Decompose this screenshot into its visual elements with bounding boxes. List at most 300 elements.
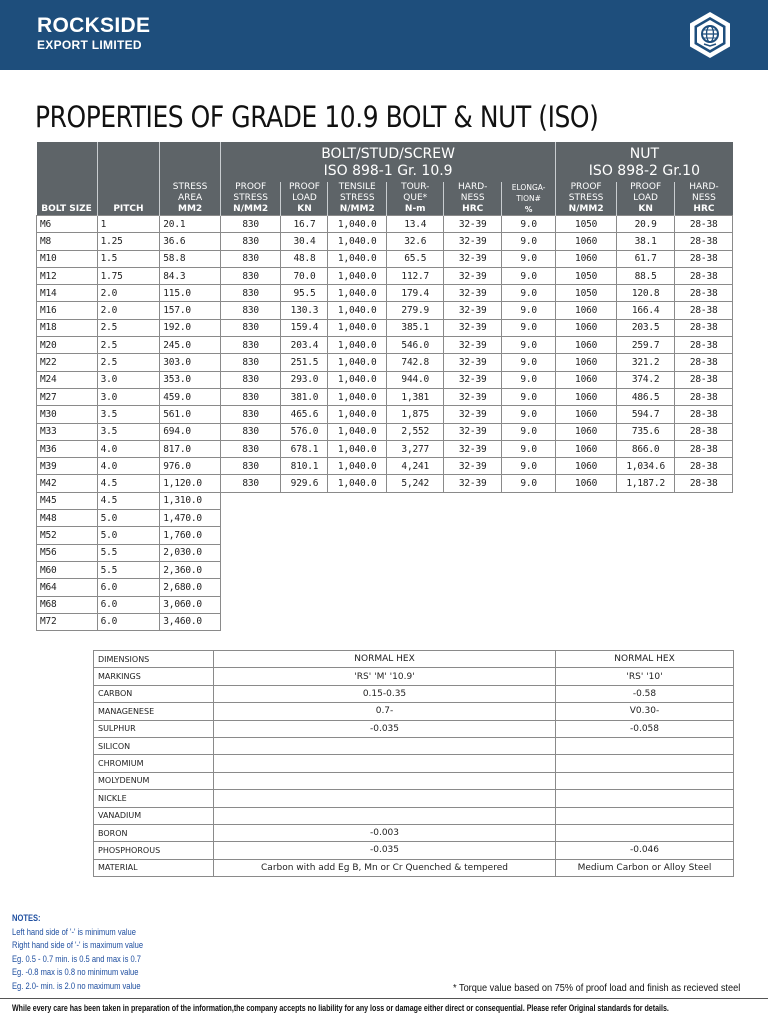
table-cell: 1,381 <box>387 388 444 405</box>
header-bolt-proof-stress: PROOF STRESS N/MM2 <box>220 182 281 216</box>
table-cell: 88.5 <box>616 267 675 284</box>
table-cell: 32-39 <box>444 302 501 319</box>
empty-cell <box>444 596 501 613</box>
table-cell: 28-38 <box>675 423 733 440</box>
table-cell: 120.8 <box>616 285 675 302</box>
table-cell: 830 <box>220 337 281 354</box>
property-row <box>94 668 734 685</box>
table-cell: 61.7 <box>616 250 675 267</box>
table-cell: M60 <box>37 561 98 578</box>
table-row <box>37 596 733 613</box>
table-cell: 1,040.0 <box>328 250 387 267</box>
property-nut-value: V0.30- <box>556 703 734 720</box>
table-cell: 28-38 <box>675 337 733 354</box>
property-bolt-value <box>214 772 556 789</box>
property-nut-value: Medium Carbon or Alloy Steel <box>556 859 734 876</box>
table-cell: 179.4 <box>387 285 444 302</box>
table-cell: 486.5 <box>616 388 675 405</box>
empty-cell <box>675 579 733 596</box>
table-cell: M6 <box>37 216 98 233</box>
table-cell: M42 <box>37 475 98 492</box>
table-cell: 1,470.0 <box>160 510 221 527</box>
property-row <box>94 824 734 841</box>
table-cell: 830 <box>220 475 281 492</box>
empty-cell <box>387 544 444 561</box>
property-row <box>94 703 734 720</box>
property-bolt-value: -0.035 <box>214 720 556 737</box>
table-cell: M72 <box>37 613 98 630</box>
notes-title: NOTES: <box>12 913 41 923</box>
empty-cell <box>220 579 281 596</box>
property-row <box>94 755 734 772</box>
table-cell: 1050 <box>556 267 617 284</box>
empty-cell <box>616 561 675 578</box>
empty-cell <box>501 561 555 578</box>
empty-cell <box>556 510 617 527</box>
empty-cell <box>675 492 733 509</box>
table-cell: 2,680.0 <box>160 579 221 596</box>
empty-cell <box>387 561 444 578</box>
note-line: Eg. 0.5 - 0.7 min. is 0.5 and max is 0.7 <box>12 953 142 964</box>
header-pitch: PITCH <box>97 142 160 216</box>
empty-cell <box>616 613 675 630</box>
table-row <box>37 354 733 371</box>
empty-cell <box>281 510 328 527</box>
table-cell: 1,040.0 <box>328 475 387 492</box>
table-cell: 2.5 <box>97 337 160 354</box>
table-cell: 9.0 <box>501 302 555 319</box>
empty-cell <box>220 492 281 509</box>
table-cell: 32-39 <box>444 458 501 475</box>
table-cell: 1060 <box>556 423 617 440</box>
table-cell: 1,040.0 <box>328 233 387 250</box>
table-cell: M16 <box>37 302 98 319</box>
table-cell: 28-38 <box>675 233 733 250</box>
table-cell: 32-39 <box>444 216 501 233</box>
table-cell: 4,241 <box>387 458 444 475</box>
empty-cell <box>501 492 555 509</box>
table-cell: 303.0 <box>160 354 221 371</box>
empty-cell <box>556 527 617 544</box>
table-cell: 1050 <box>556 285 617 302</box>
table-row <box>37 492 733 509</box>
property-nut-value <box>556 790 734 807</box>
empty-cell <box>616 492 675 509</box>
table-cell: 28-38 <box>675 267 733 284</box>
empty-cell <box>675 561 733 578</box>
empty-cell <box>675 544 733 561</box>
table-row <box>37 388 733 405</box>
table-cell: 9.0 <box>501 267 555 284</box>
table-cell: 28-38 <box>675 216 733 233</box>
table-cell: 6.0 <box>97 579 160 596</box>
empty-cell <box>556 613 617 630</box>
table-cell: 1,040.0 <box>328 371 387 388</box>
table-cell: 678.1 <box>281 440 328 457</box>
table-cell: 28-38 <box>675 285 733 302</box>
torque-note: * Torque value based on 75% of proof load and finish as recieved steel <box>453 983 741 994</box>
table-cell: 5.5 <box>97 544 160 561</box>
table-cell: 830 <box>220 216 281 233</box>
property-label: CHROMIUM <box>94 755 214 772</box>
empty-cell <box>501 510 555 527</box>
table-cell: 9.0 <box>501 285 555 302</box>
table-row <box>37 319 733 336</box>
table-cell: 944.0 <box>387 371 444 388</box>
property-row <box>94 685 734 702</box>
property-label: SILICON <box>94 737 214 754</box>
table-cell: 293.0 <box>281 371 328 388</box>
table-cell: 1,040.0 <box>328 285 387 302</box>
table-cell: M48 <box>37 510 98 527</box>
empty-cell <box>501 596 555 613</box>
table-cell: M39 <box>37 458 98 475</box>
table-cell: 9.0 <box>501 250 555 267</box>
property-row <box>94 651 734 668</box>
table-cell: 1060 <box>556 475 617 492</box>
table-row <box>37 250 733 267</box>
material-properties-body <box>94 651 734 877</box>
property-bolt-value: NORMAL HEX <box>214 651 556 668</box>
table-cell: 157.0 <box>160 302 221 319</box>
header-elongation: ELONGA- TION# % <box>501 182 555 216</box>
table-cell: 381.0 <box>281 388 328 405</box>
property-bolt-value: Carbon with add Eg B, Mn or Cr Quenched & tempered <box>214 859 556 876</box>
bolt-nut-properties-table <box>36 142 733 631</box>
table-cell: 1 <box>97 216 160 233</box>
table-cell: 1,040.0 <box>328 440 387 457</box>
table-cell: 32-39 <box>444 233 501 250</box>
header-nut-proof-load: PROOF LOAD KN <box>616 182 675 216</box>
table-cell: 830 <box>220 406 281 423</box>
table-cell: 1060 <box>556 388 617 405</box>
property-label: BORON <box>94 824 214 841</box>
empty-cell <box>501 579 555 596</box>
empty-cell <box>328 492 387 509</box>
table-cell: 2,360.0 <box>160 561 221 578</box>
table-body <box>37 216 733 631</box>
header-bolt-proof-load: PROOF LOAD KN <box>281 182 328 216</box>
empty-cell <box>501 527 555 544</box>
table-cell: 1060 <box>556 233 617 250</box>
table-cell: 245.0 <box>160 337 221 354</box>
table-cell: 1,040.0 <box>328 458 387 475</box>
table-cell: 13.4 <box>387 216 444 233</box>
material-properties-table <box>93 650 734 877</box>
table-cell: 28-38 <box>675 440 733 457</box>
table-cell: 830 <box>220 354 281 371</box>
table-cell: 115.0 <box>160 285 221 302</box>
hexagon-globe-logo-icon <box>685 10 735 60</box>
property-label: NICKLE <box>94 790 214 807</box>
empty-cell <box>220 613 281 630</box>
empty-cell <box>387 527 444 544</box>
table-cell: M30 <box>37 406 98 423</box>
property-row <box>94 720 734 737</box>
property-bolt-value <box>214 790 556 807</box>
table-cell: 1,187.2 <box>616 475 675 492</box>
property-row <box>94 772 734 789</box>
table-cell: 9.0 <box>501 337 555 354</box>
table-cell: 742.8 <box>387 354 444 371</box>
table-cell: 1,040.0 <box>328 423 387 440</box>
table-cell: 32-39 <box>444 250 501 267</box>
empty-cell <box>616 527 675 544</box>
table-cell: 9.0 <box>501 475 555 492</box>
empty-cell <box>616 579 675 596</box>
header-bolt-size: BOLT SIZE <box>37 142 98 216</box>
table-cell: 48.8 <box>281 250 328 267</box>
table-cell: 2.5 <box>97 319 160 336</box>
table-row <box>37 613 733 630</box>
table-cell: M14 <box>37 285 98 302</box>
table-row <box>37 561 733 578</box>
table-cell: 459.0 <box>160 388 221 405</box>
property-nut-value: 'RS' '10' <box>556 668 734 685</box>
header-nut-proof-stress: PROOF STRESS N/MM2 <box>556 182 617 216</box>
notes-block <box>12 912 143 994</box>
table-cell: 3,460.0 <box>160 613 221 630</box>
empty-cell <box>328 527 387 544</box>
note-line: Eg. -0.8 max is 0.8 no minimum value <box>12 967 139 978</box>
empty-cell <box>281 492 328 509</box>
table-cell: 32-39 <box>444 267 501 284</box>
empty-cell <box>281 579 328 596</box>
table-cell: 9.0 <box>501 371 555 388</box>
property-bolt-value: 0.15-0.35 <box>214 685 556 702</box>
table-cell: 28-38 <box>675 302 733 319</box>
table-cell: 694.0 <box>160 423 221 440</box>
empty-cell <box>556 596 617 613</box>
header-bar <box>0 0 768 70</box>
table-cell: 3.0 <box>97 388 160 405</box>
table-cell: 6.0 <box>97 596 160 613</box>
table-cell: 112.7 <box>387 267 444 284</box>
table-cell: 2,030.0 <box>160 544 221 561</box>
table-cell: 1060 <box>556 337 617 354</box>
table-row <box>37 423 733 440</box>
table-cell: 1,040.0 <box>328 319 387 336</box>
empty-cell <box>444 510 501 527</box>
empty-cell <box>444 561 501 578</box>
table-cell: 735.6 <box>616 423 675 440</box>
property-row <box>94 859 734 876</box>
empty-cell <box>328 544 387 561</box>
page-title: PROPERTIES OF GRADE 10.9 BOLT & NUT (ISO) <box>35 100 599 134</box>
group-header-bolt: BOLT/STUD/SCREW ISO 898-1 Gr. 10.9 <box>220 142 555 182</box>
brand-subtitle: EXPORT LIMITED <box>37 38 142 52</box>
empty-cell <box>616 510 675 527</box>
table-cell: 203.4 <box>281 337 328 354</box>
table-cell: M33 <box>37 423 98 440</box>
property-label: VANADIUM <box>94 807 214 824</box>
table-cell: 830 <box>220 440 281 457</box>
property-label: SULPHUR <box>94 720 214 737</box>
table-cell: 1,040.0 <box>328 302 387 319</box>
table-cell: 1060 <box>556 406 617 423</box>
empty-cell <box>281 596 328 613</box>
table-cell: 32-39 <box>444 371 501 388</box>
table-cell: 20.9 <box>616 216 675 233</box>
table-row <box>37 527 733 544</box>
property-bolt-value: 0.7- <box>214 703 556 720</box>
table-cell: M56 <box>37 544 98 561</box>
property-bolt-value <box>214 755 556 772</box>
table-cell: 830 <box>220 423 281 440</box>
table-cell: 1060 <box>556 319 617 336</box>
table-cell: 1.5 <box>97 250 160 267</box>
table-cell: 5.0 <box>97 527 160 544</box>
table-cell: M36 <box>37 440 98 457</box>
empty-cell <box>281 613 328 630</box>
table-cell: 2.0 <box>97 285 160 302</box>
table-cell: 1050 <box>556 216 617 233</box>
table-cell: 28-38 <box>675 354 733 371</box>
table-cell: 3.5 <box>97 423 160 440</box>
table-cell: 9.0 <box>501 440 555 457</box>
table-cell: 2,552 <box>387 423 444 440</box>
property-nut-value <box>556 737 734 754</box>
header-bolt-hardness: HARD- NESS HRC <box>444 182 501 216</box>
table-cell: 830 <box>220 319 281 336</box>
table-cell: 32-39 <box>444 285 501 302</box>
empty-cell <box>281 544 328 561</box>
property-row <box>94 737 734 754</box>
table-cell: 4.5 <box>97 492 160 509</box>
property-label: PHOSPHOROUS <box>94 842 214 859</box>
table-cell: 5.5 <box>97 561 160 578</box>
table-cell: 32-39 <box>444 319 501 336</box>
table-cell: 465.6 <box>281 406 328 423</box>
table-cell: M64 <box>37 579 98 596</box>
property-row <box>94 842 734 859</box>
table-cell: 2.5 <box>97 354 160 371</box>
table-cell: 20.1 <box>160 216 221 233</box>
disclaimer: While every care has been taken in preparation of the information,the company accepts no liability for any loss or damage either direct or consequential. Please refer Original standards for details. <box>12 1003 669 1013</box>
empty-cell <box>556 544 617 561</box>
table-cell: 830 <box>220 371 281 388</box>
table-cell: 259.7 <box>616 337 675 354</box>
table-row <box>37 216 733 233</box>
table-cell: 1060 <box>556 458 617 475</box>
header-tensile-stress: TENSILE STRESS N/MM2 <box>328 182 387 216</box>
empty-cell <box>444 527 501 544</box>
table-cell: 810.1 <box>281 458 328 475</box>
table-cell: 58.8 <box>160 250 221 267</box>
table-cell: M68 <box>37 596 98 613</box>
table-cell: 32.6 <box>387 233 444 250</box>
table-row <box>37 406 733 423</box>
table-cell: 279.9 <box>387 302 444 319</box>
table-cell: 830 <box>220 302 281 319</box>
table-cell: 5.0 <box>97 510 160 527</box>
empty-cell <box>387 613 444 630</box>
table-cell: 3.0 <box>97 371 160 388</box>
property-nut-value <box>556 807 734 824</box>
table-cell: 1,040.0 <box>328 406 387 423</box>
note-line: Eg. 2.0- min. is 2.0 no maximum value <box>12 980 141 991</box>
property-nut-value: -0.058 <box>556 720 734 737</box>
table-cell: 1060 <box>556 302 617 319</box>
table-cell: 1,040.0 <box>328 267 387 284</box>
table-cell: 9.0 <box>501 388 555 405</box>
footer-divider <box>0 998 768 999</box>
property-nut-value: -0.58 <box>556 685 734 702</box>
table-cell: 95.5 <box>281 285 328 302</box>
table-cell: 1,040.0 <box>328 337 387 354</box>
empty-cell <box>328 561 387 578</box>
table-cell: 130.3 <box>281 302 328 319</box>
table-cell: 28-38 <box>675 388 733 405</box>
table-cell: 159.4 <box>281 319 328 336</box>
note-line: Left hand side of '-' is minimum value <box>12 926 136 937</box>
table-cell: 830 <box>220 458 281 475</box>
table-cell: M12 <box>37 267 98 284</box>
table-cell: 70.0 <box>281 267 328 284</box>
table-cell: 30.4 <box>281 233 328 250</box>
table-row <box>37 302 733 319</box>
table-row <box>37 510 733 527</box>
table-cell: 830 <box>220 285 281 302</box>
empty-cell <box>220 596 281 613</box>
note-line: Right hand side of '-' is maximum value <box>12 940 144 951</box>
table-cell: 28-38 <box>675 371 733 388</box>
table-cell: 32-39 <box>444 423 501 440</box>
table-cell: 32-39 <box>444 406 501 423</box>
table-cell: M22 <box>37 354 98 371</box>
property-row <box>94 790 734 807</box>
empty-cell <box>675 527 733 544</box>
table-cell: 32-39 <box>444 475 501 492</box>
empty-cell <box>387 510 444 527</box>
property-bolt-value <box>214 807 556 824</box>
group-header-nut: NUT ISO 898-2 Gr.10 <box>556 142 733 182</box>
table-cell: 5,242 <box>387 475 444 492</box>
empty-cell <box>281 527 328 544</box>
table-cell: 1,040.0 <box>328 216 387 233</box>
table-cell: M52 <box>37 527 98 544</box>
table-cell: 9.0 <box>501 354 555 371</box>
table-row <box>37 475 733 492</box>
empty-cell <box>444 613 501 630</box>
table-cell: 594.7 <box>616 406 675 423</box>
property-label: MANAGENESE <box>94 703 214 720</box>
table-cell: 32-39 <box>444 337 501 354</box>
table-cell: M8 <box>37 233 98 250</box>
table-row <box>37 579 733 596</box>
empty-cell <box>444 492 501 509</box>
empty-cell <box>328 510 387 527</box>
table-cell: M20 <box>37 337 98 354</box>
table-cell: 1,034.6 <box>616 458 675 475</box>
table-cell: 9.0 <box>501 406 555 423</box>
table-cell: 251.5 <box>281 354 328 371</box>
table-cell: 4.5 <box>97 475 160 492</box>
empty-cell <box>556 579 617 596</box>
table-cell: M10 <box>37 250 98 267</box>
table-cell: 546.0 <box>387 337 444 354</box>
property-label: MARKINGS <box>94 668 214 685</box>
table-cell: 830 <box>220 388 281 405</box>
table-cell: 2.0 <box>97 302 160 319</box>
empty-cell <box>501 544 555 561</box>
empty-cell <box>675 510 733 527</box>
empty-cell <box>675 613 733 630</box>
empty-cell <box>444 544 501 561</box>
table-cell: 28-38 <box>675 475 733 492</box>
property-nut-value: NORMAL HEX <box>556 651 734 668</box>
table-cell: 3,277 <box>387 440 444 457</box>
